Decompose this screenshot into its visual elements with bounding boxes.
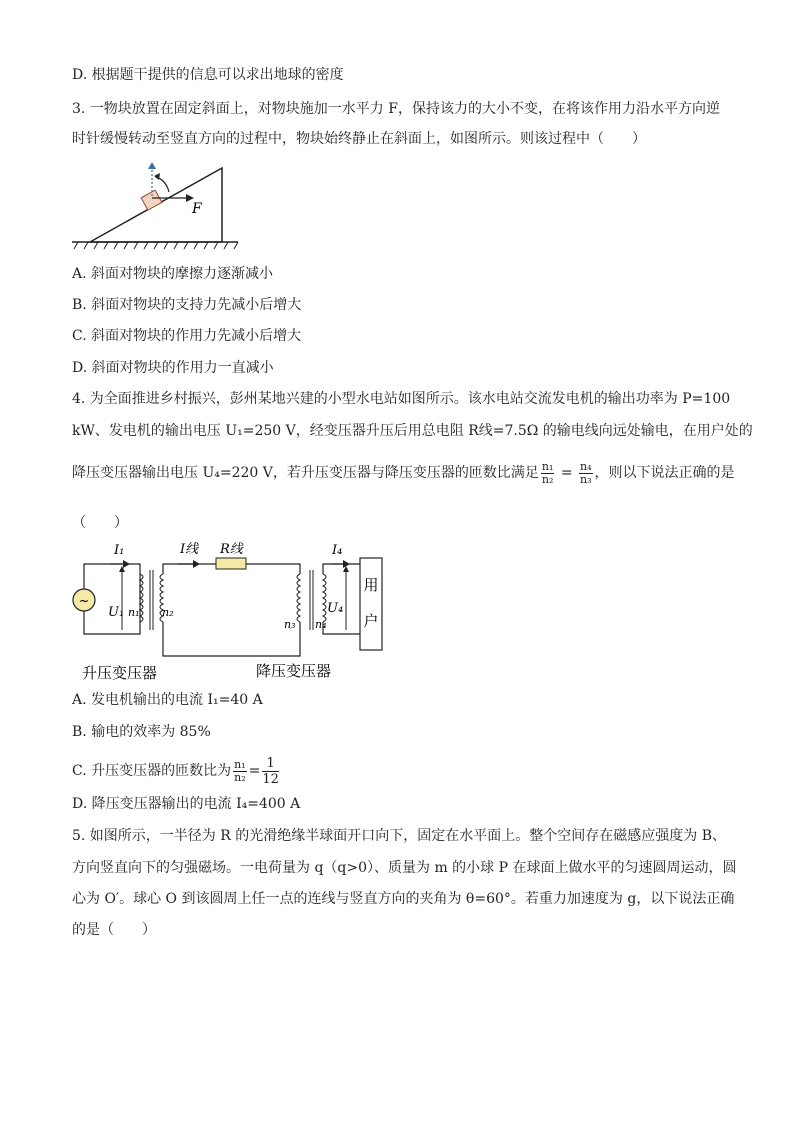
option-c-n2: n₂ (234, 770, 246, 784)
option-c-ratio-num: 1 (262, 756, 279, 772)
r-line-label: R线 (220, 542, 243, 557)
q4-stem-line1: 4. 为全面推进乡村振兴，彭州某地兴建的小型水电站如图所示。该水电站交流发电机的输出功率为 P=100 (72, 391, 731, 407)
q4-stem-line2: kW、发电机的输出电压 U₁=250 V，经变压器升压后用总电阻 R线=7.5Ω 的输电线向远处输电，在用户处的 (72, 423, 753, 439)
q3-stem-line2: 时针缓慢转动至竖直方向的过程中，物块始终静止在斜面上，如图所示。则该过程中（ ） (72, 131, 646, 147)
q3-option-d: D. 斜面对物块的作用力一直减小 (72, 360, 274, 376)
option-c-ratio (262, 756, 279, 787)
user-label-2: 户 (363, 612, 379, 630)
q4-option-a: A. 发电机输出的电流 I₁=40 A (72, 692, 263, 708)
n1-label: n₁ (128, 606, 140, 619)
ratio-n4-over-n3 (579, 461, 593, 486)
q3-option-c: C. 斜面对物块的作用力先减小后增大 (72, 328, 302, 344)
i4-label: I₄ (332, 543, 343, 558)
step-up-label: 升压变压器 (82, 664, 158, 682)
q4-stem-line3-text-a: 降压变压器输出电压 U₄=220 V，若升压变压器与降压变压器的匝数比满足 (72, 465, 539, 481)
option-c-n1-over-n2 (233, 759, 247, 784)
option-c-equals: = (248, 763, 261, 779)
ratio-n3: n₃ (580, 472, 592, 486)
option-c-n1: n₁ (234, 757, 246, 771)
ratio-n2: n₂ (541, 472, 554, 486)
q4-option-c (72, 754, 281, 788)
q4-option-d: D. 降压变压器输出的电流 I₄=400 A (72, 796, 301, 812)
q3-option-a: A. 斜面对物块的摩擦力逐渐减小 (72, 266, 274, 282)
ratio-n4: n₄ (580, 459, 592, 473)
option-c-ratio-den: 12 (262, 771, 279, 787)
q3-option-b: B. 斜面对物块的支持力先减小后增大 (72, 297, 302, 313)
n4-label: n₄ (315, 618, 327, 631)
q5-line2: 方向竖直向下的匀强磁场。一电荷量为 q（q>0）、质量为 m 的小球 P 在球面上做水平的匀速圆周运动，圆 (72, 860, 737, 876)
i-line-label: I线 (180, 542, 199, 557)
q4-option-c-text: C. 升压变压器的匝数比为 (72, 763, 232, 779)
q3-stem-line1: 3. 一物块放置在固定斜面上，对物块施加一水平力 F，保持该力的大小不变，在将该作用力沿水平方向逆 (72, 101, 720, 117)
generator-symbol: ~ (78, 594, 90, 609)
q2-option-d: D. 根据题干提供的信息可以求出地球的密度 (72, 67, 344, 83)
q4-stem-line4: （ ） (72, 515, 128, 531)
force-f-label: F (192, 201, 202, 217)
q3-incline-figure (70, 160, 270, 252)
step-down-label: 降压变压器 (256, 662, 332, 680)
n2-label: n₂ (162, 606, 174, 619)
q4-stem-line3: 降压变压器输出电压 U₄=220 V，若升压变压器与降压变压器的匝数比满足 $\frac{\text{n₁}}{\text{n₂}}$ = $\frac{\text{n₄}}{\text{n₃}}$ ，则以下说法正确的是 (72, 459, 735, 486)
q5-line4: 的是（ ） (72, 922, 156, 938)
ratio-n1: n₁ (541, 459, 554, 473)
q4-option-b: B. 输电的效率为 85% (72, 724, 211, 740)
q4-stem-line3-text-b: ，则以下说法正确的是 (594, 465, 735, 481)
n3-label: n₃ (284, 618, 296, 631)
q5-line3: 心为 O′。球心 O 到该圆周上任一点的连线与竖直方向的夹角为 θ=60°。若重力加速度为 g，以下说法正确 (72, 891, 735, 907)
q4-circuit-diagram (70, 538, 390, 686)
i1-label: I₁ (114, 543, 125, 558)
q5-line1: 5. 如图所示，一半径为 R 的光滑绝缘半球面开口向下，固定在水平面上。整个空间存在磁感应强度为 B、 (72, 828, 726, 844)
u4-label: U₄ (327, 601, 344, 616)
user-label-1: 用 (363, 576, 379, 594)
ratio-n1-over-n2 (541, 461, 555, 486)
u1-label: U₁ (108, 605, 125, 620)
